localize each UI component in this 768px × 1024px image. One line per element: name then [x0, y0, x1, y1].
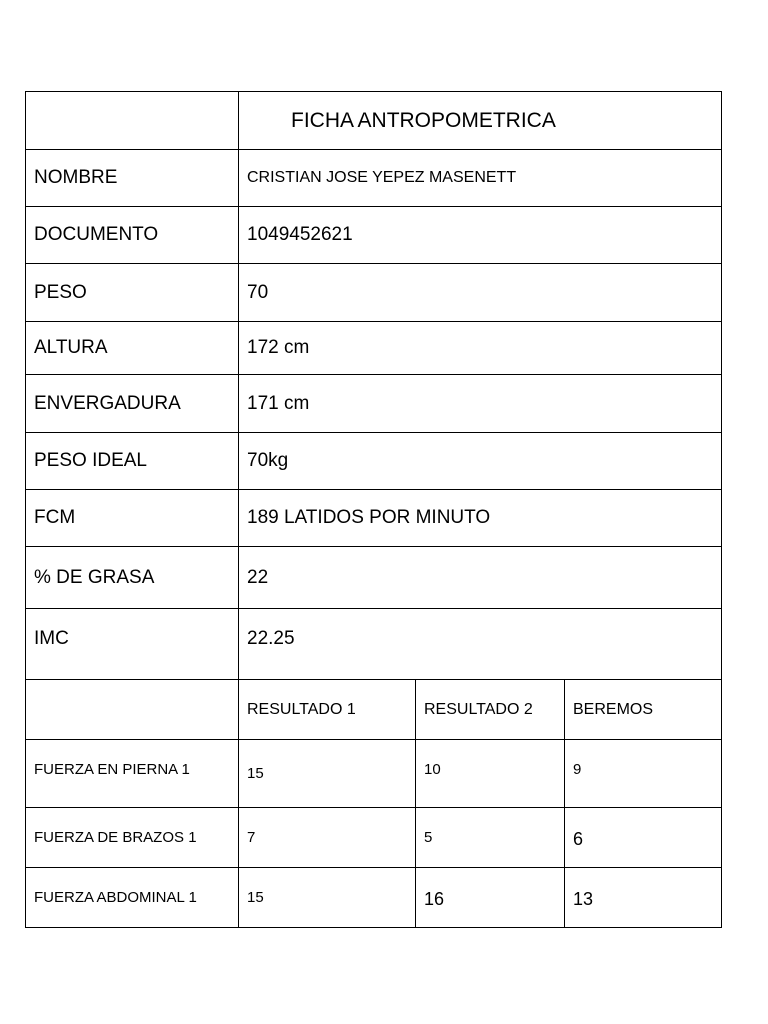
field-value: 189 LATIDOS POR MINUTO — [239, 490, 722, 547]
field-row-documento — [26, 207, 722, 264]
results-cell: 7 — [239, 808, 416, 868]
results-cell: 6 — [565, 808, 722, 868]
results-cell: 9 — [565, 740, 722, 808]
results-row-brazos — [26, 808, 722, 868]
field-value: 1049452621 — [239, 207, 722, 264]
field-label: DOCUMENTO — [26, 207, 239, 264]
results-header-row — [26, 680, 722, 740]
results-header-beremos: BEREMOS — [565, 680, 722, 740]
table-title: FICHA ANTROPOMETRICA — [239, 92, 722, 150]
field-value: 172 cm — [239, 322, 722, 375]
field-label: PESO IDEAL — [26, 433, 239, 490]
field-row-altura — [26, 322, 722, 375]
field-value: 70 — [239, 264, 722, 322]
results-cell: 5 — [416, 808, 565, 868]
field-value: 171 cm — [239, 375, 722, 433]
field-value: 22.25 — [239, 609, 722, 680]
results-cell: 16 — [416, 868, 565, 928]
results-row-label: FUERZA EN PIERNA 1 — [26, 740, 239, 808]
results-cell: 13 — [565, 868, 722, 928]
field-value: CRISTIAN JOSE YEPEZ MASENETT — [239, 150, 722, 207]
field-label: PESO — [26, 264, 239, 322]
field-label: IMC — [26, 609, 239, 680]
field-label: ALTURA — [26, 322, 239, 375]
field-row-grasa — [26, 547, 722, 609]
field-row-fcm — [26, 490, 722, 547]
field-label: FCM — [26, 490, 239, 547]
field-label: % DE GRASA — [26, 547, 239, 609]
results-cell: 15 — [239, 740, 416, 808]
field-row-peso-ideal — [26, 433, 722, 490]
field-label: ENVERGADURA — [26, 375, 239, 433]
field-value: 22 — [239, 547, 722, 609]
results-header-1: RESULTADO 1 — [239, 680, 416, 740]
field-row-envergadura — [26, 375, 722, 433]
results-row-abdominal — [26, 868, 722, 928]
results-row-pierna — [26, 740, 722, 808]
results-cell: 10 — [416, 740, 565, 808]
results-header-2: RESULTADO 2 — [416, 680, 565, 740]
results-header-empty — [26, 680, 239, 740]
results-row-label: FUERZA DE BRAZOS 1 — [26, 808, 239, 868]
field-row-nombre — [26, 150, 722, 207]
field-label: NOMBRE — [26, 150, 239, 207]
field-row-peso — [26, 264, 722, 322]
field-row-imc — [26, 609, 722, 680]
empty-cell — [26, 92, 239, 150]
results-cell: 15 — [239, 868, 416, 928]
results-row-label: FUERZA ABDOMINAL 1 — [26, 868, 239, 928]
anthropometric-table — [25, 91, 722, 928]
title-row — [26, 92, 722, 150]
field-value: 70kg — [239, 433, 722, 490]
